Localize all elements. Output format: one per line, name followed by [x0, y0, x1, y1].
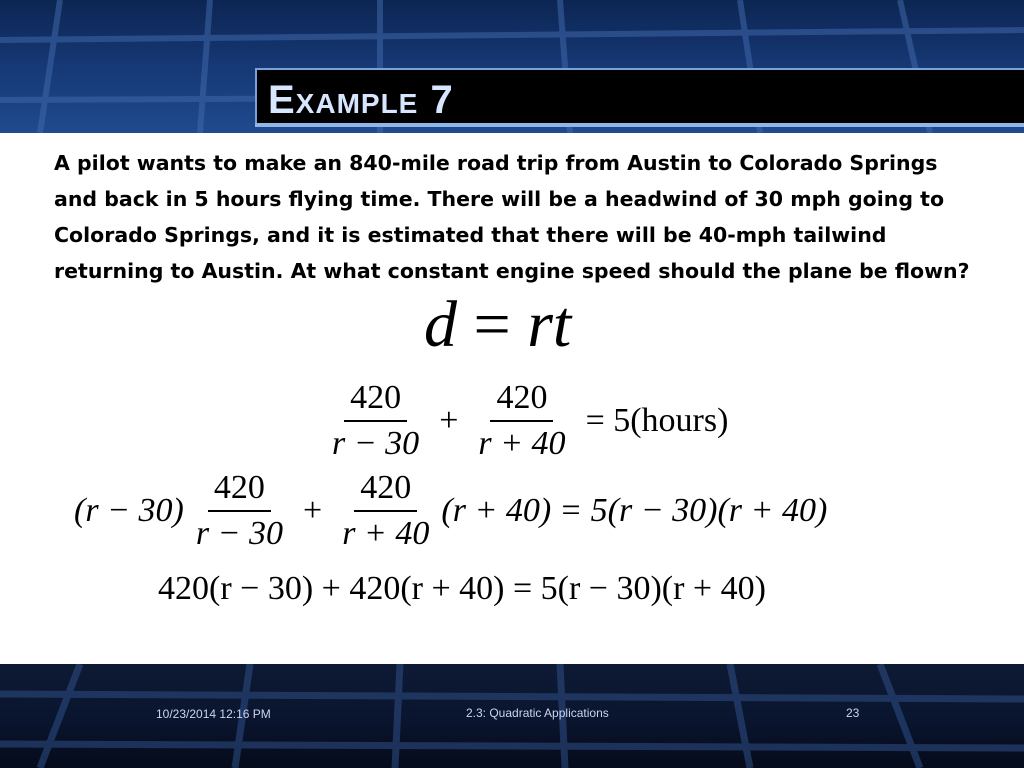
fraction-downwind [336, 470, 435, 551]
fraction-denominator: r + 40 [342, 514, 430, 552]
plus-sign: + [439, 401, 459, 439]
equation-expanded [158, 570, 766, 608]
fraction-numerator: 420 [208, 470, 271, 512]
equation-rhs: = 5(r − 30)(r + 40) [559, 491, 828, 529]
distance-formula [424, 288, 572, 361]
slide-title: Example 7 [268, 78, 454, 122]
footer-title: 2.3: Quadratic Applications [466, 706, 609, 720]
fraction-numerator: 420 [344, 380, 407, 422]
formula-rhs: rt [527, 288, 572, 361]
equation-rhs: = 5(hours) [585, 401, 729, 439]
fraction-downwind [472, 380, 571, 461]
right-factor: (r + 40) [441, 491, 552, 529]
footer-date: 10/23/2014 12:16 PM [156, 707, 271, 721]
title-underline [255, 123, 1024, 127]
formula-lhs: d [424, 288, 457, 361]
equation-time-sum [320, 380, 736, 461]
formula-equals: = [473, 288, 511, 361]
page-number: 23 [846, 706, 860, 720]
fraction-denominator: r + 40 [478, 424, 566, 462]
fraction-denominator: r − 30 [195, 514, 284, 552]
fraction-denominator: r − 30 [332, 424, 420, 462]
fraction-numerator: 420 [354, 470, 417, 512]
equation-multiplied [74, 470, 835, 551]
fraction-numerator: 420 [490, 380, 553, 422]
plus-sign: + [303, 491, 323, 529]
problem-statement: A pilot wants to make an 840-mile road trip from Austin to Colorado Springs and back in 5 hours flying time. There will be a headwind of 30 mph going to Colorado Springs, and it is estimated that there will be 40-mph tailwind returning to Austin. At what constant engine speed should the plane be flown? [54, 151, 970, 283]
equation-expanded-text: 420(r − 30) + 420(r + 40) = 5(r − 30)(r + 40) [158, 570, 766, 607]
fraction-upwind [326, 380, 425, 461]
fraction-upwind [190, 470, 289, 551]
left-factor: (r − 30) [74, 491, 184, 529]
